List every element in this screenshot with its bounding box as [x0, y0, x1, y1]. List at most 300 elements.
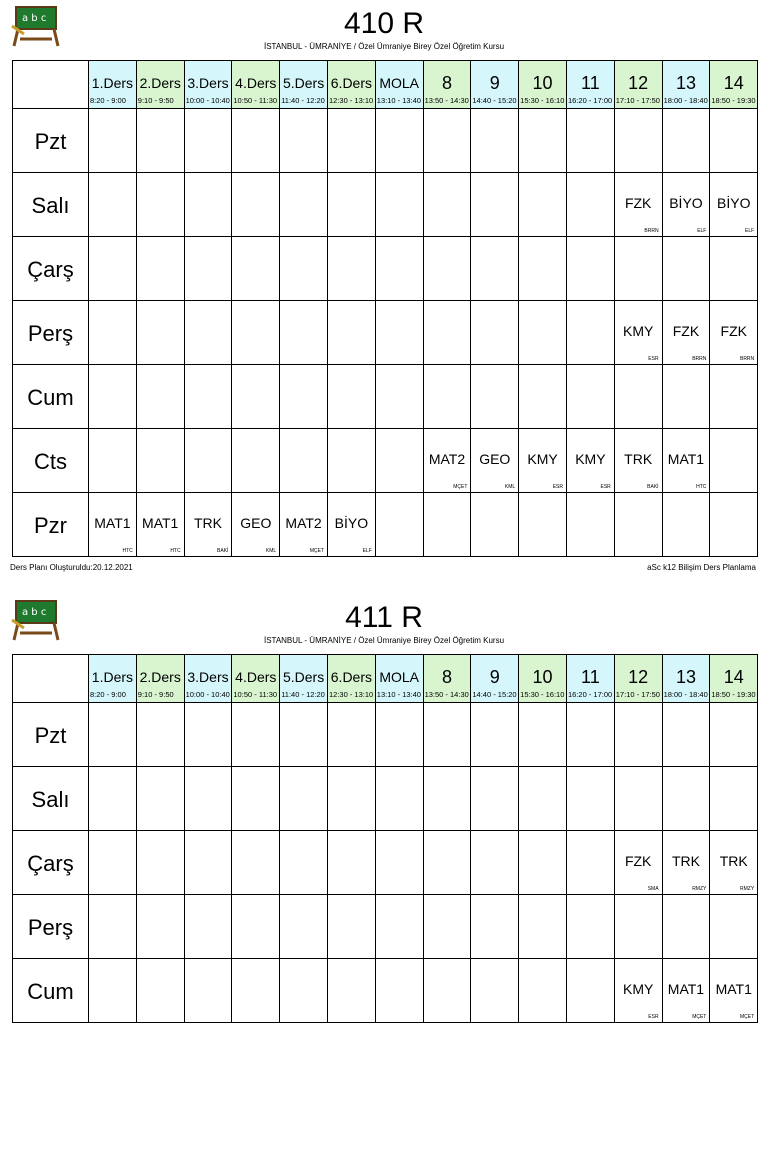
lesson-teacher: KML	[265, 548, 277, 554]
empty-cell	[136, 767, 184, 831]
empty-cell	[184, 429, 232, 493]
period-time: 11:40 - 12:20	[281, 690, 325, 699]
empty-cell	[136, 703, 184, 767]
period-header	[184, 655, 232, 703]
empty-cell	[232, 365, 280, 429]
lesson-cell	[662, 429, 710, 493]
period-name: 14	[723, 73, 744, 93]
empty-cell	[184, 301, 232, 365]
timetable-grid	[12, 654, 758, 1023]
period-name: 3.Ders	[187, 75, 229, 91]
empty-cell	[136, 895, 184, 959]
empty-cell	[471, 493, 519, 557]
period-name: 10	[532, 73, 553, 93]
day-label-cell	[13, 109, 89, 173]
lesson-cell	[710, 959, 758, 1023]
period-header	[89, 655, 137, 703]
empty-cell	[232, 703, 280, 767]
period-name: 13	[675, 73, 696, 93]
lesson-teacher: SMA	[647, 886, 659, 892]
day-row	[13, 895, 758, 959]
empty-cell	[375, 301, 423, 365]
empty-cell	[327, 237, 375, 301]
day-row	[13, 767, 758, 831]
period-time: 13:50 - 14:30	[424, 690, 469, 699]
empty-cell	[184, 703, 232, 767]
empty-cell	[710, 237, 758, 301]
period-time: 18:00 - 18:40	[663, 690, 708, 699]
period-header	[423, 655, 471, 703]
timetable-grid	[12, 60, 758, 557]
period-time: 18:50 - 19:30	[711, 690, 756, 699]
empty-cell	[519, 831, 567, 895]
empty-cell	[280, 959, 328, 1023]
lesson-cell	[136, 493, 184, 557]
period-name: MOLA	[379, 669, 420, 685]
lesson-cell	[232, 493, 280, 557]
empty-cell	[471, 831, 519, 895]
period-name: 12	[628, 73, 649, 93]
lesson-teacher: BRRN	[692, 356, 707, 362]
period-header	[375, 61, 423, 109]
empty-cell	[710, 767, 758, 831]
period-time: 16:20 - 17:00	[567, 96, 613, 105]
period-name: MOLA	[379, 75, 420, 91]
lesson-cell	[89, 493, 137, 557]
period-header	[423, 61, 471, 109]
empty-cell	[566, 237, 614, 301]
empty-cell	[89, 895, 137, 959]
empty-cell	[375, 173, 423, 237]
empty-cell	[375, 767, 423, 831]
lesson-cell	[614, 831, 662, 895]
day-label: Perş	[27, 321, 74, 346]
empty-cell	[471, 109, 519, 173]
period-header	[327, 61, 375, 109]
lesson-subject: FZK	[720, 323, 747, 339]
lesson-subject: MAT1	[142, 515, 179, 531]
lesson-teacher: ESR	[600, 484, 611, 490]
period-name: 2.Ders	[139, 75, 181, 91]
lesson-teacher: KML	[504, 484, 516, 490]
empty-cell	[89, 365, 137, 429]
empty-cell	[519, 767, 567, 831]
period-time: 17:10 - 17:50	[615, 96, 660, 105]
lesson-cell	[614, 429, 662, 493]
lesson-teacher: ESR	[648, 356, 659, 362]
lesson-cell	[662, 173, 710, 237]
period-header	[136, 655, 184, 703]
empty-cell	[375, 493, 423, 557]
empty-cell	[566, 109, 614, 173]
period-name: 13	[675, 667, 696, 687]
lesson-teacher: MÇET	[453, 484, 468, 490]
empty-cell	[662, 493, 710, 557]
empty-cell	[327, 831, 375, 895]
empty-cell	[327, 959, 375, 1023]
period-name: 5.Ders	[282, 75, 325, 91]
empty-cell	[375, 365, 423, 429]
lesson-teacher: RMZY	[692, 886, 707, 892]
lesson-subject: TRK	[193, 515, 222, 531]
day-label-cell	[13, 365, 89, 429]
period-time: 14:40 - 15:20	[472, 690, 517, 699]
period-header	[232, 61, 280, 109]
day-label-cell	[13, 831, 89, 895]
lesson-subject: FZK	[672, 323, 700, 339]
day-label: Cum	[27, 385, 74, 410]
period-header	[566, 61, 614, 109]
lesson-cell	[710, 831, 758, 895]
day-row	[13, 173, 758, 237]
day-row	[13, 109, 758, 173]
lesson-cell	[423, 429, 471, 493]
lesson-cell	[280, 493, 328, 557]
empty-cell	[710, 895, 758, 959]
day-row	[13, 703, 758, 767]
lesson-cell	[662, 831, 710, 895]
empty-cell	[89, 173, 137, 237]
day-label: Pzt	[34, 723, 67, 748]
lesson-teacher: HTC	[122, 548, 133, 554]
period-time: 10:50 - 11:30	[233, 690, 278, 699]
period-name: 3.Ders	[187, 669, 229, 685]
empty-cell	[280, 895, 328, 959]
empty-cell	[519, 703, 567, 767]
period-header	[471, 61, 519, 109]
empty-cell	[519, 365, 567, 429]
period-time: 13:50 - 14:30	[424, 96, 469, 105]
empty-cell	[471, 301, 519, 365]
empty-cell	[566, 301, 614, 365]
lesson-subject: KMY	[527, 451, 558, 467]
day-label: Pzr	[34, 513, 67, 538]
day-row	[13, 237, 758, 301]
day-label: Perş	[27, 915, 74, 940]
empty-cell	[614, 365, 662, 429]
empty-cell	[184, 767, 232, 831]
empty-cell	[136, 959, 184, 1023]
empty-cell	[375, 703, 423, 767]
timetable-sheet	[0, 594, 768, 1174]
day-label-cell	[13, 173, 89, 237]
lesson-cell	[614, 959, 662, 1023]
empty-cell	[566, 959, 614, 1023]
empty-cell	[327, 109, 375, 173]
empty-cell	[423, 703, 471, 767]
empty-cell	[566, 703, 614, 767]
day-label-cell	[13, 301, 89, 365]
empty-cell	[184, 237, 232, 301]
period-name: 4.Ders	[235, 75, 277, 91]
lesson-teacher: RMZY	[739, 886, 755, 892]
day-row	[13, 493, 758, 557]
lesson-subject: MAT1	[667, 981, 705, 997]
empty-cell	[89, 109, 137, 173]
empty-cell	[519, 173, 567, 237]
empty-cell	[710, 365, 758, 429]
lesson-cell	[662, 959, 710, 1023]
period-name: 5.Ders	[282, 669, 325, 685]
empty-cell	[280, 703, 328, 767]
empty-cell	[519, 895, 567, 959]
lesson-cell	[614, 301, 662, 365]
lesson-subject: MAT1	[667, 451, 705, 467]
period-header	[136, 61, 184, 109]
empty-cell	[327, 703, 375, 767]
lesson-teacher: ESR	[552, 484, 563, 490]
day-label-cell	[13, 959, 89, 1023]
period-time: 10:00 - 10:40	[185, 96, 230, 105]
empty-cell	[423, 173, 471, 237]
lesson-teacher: BRRN	[644, 228, 659, 234]
empty-cell	[423, 365, 471, 429]
lesson-subject: MAT2	[285, 515, 322, 531]
empty-cell	[280, 831, 328, 895]
lesson-subject: TRK	[719, 853, 748, 869]
lesson-teacher: BRRN	[739, 356, 755, 362]
day-label: Salı	[31, 787, 70, 812]
period-header	[614, 655, 662, 703]
period-name: 1.Ders	[91, 669, 134, 685]
header-row	[13, 61, 758, 109]
empty-cell	[136, 831, 184, 895]
period-header	[89, 61, 137, 109]
period-name: 6.Ders	[330, 75, 372, 91]
empty-cell	[662, 895, 710, 959]
day-label: Cts	[34, 449, 67, 474]
period-name: 4.Ders	[235, 669, 277, 685]
empty-cell	[662, 767, 710, 831]
empty-cell	[566, 767, 614, 831]
lesson-cell	[566, 429, 614, 493]
empty-cell	[471, 237, 519, 301]
lesson-cell	[710, 173, 758, 237]
period-time: 15:30 - 16:10	[520, 690, 565, 699]
day-row	[13, 365, 758, 429]
empty-cell	[423, 959, 471, 1023]
footer-created-date: Ders Planı Oluşturuldu:20.12.2021	[10, 563, 133, 572]
empty-cell	[136, 109, 184, 173]
empty-cell	[566, 831, 614, 895]
period-header	[566, 655, 614, 703]
day-label: Cum	[27, 979, 74, 1004]
empty-cell	[327, 767, 375, 831]
empty-cell	[710, 703, 758, 767]
empty-cell	[232, 301, 280, 365]
period-name: 11	[581, 73, 600, 93]
empty-cell	[519, 237, 567, 301]
empty-cell	[614, 703, 662, 767]
lesson-subject: KMY	[575, 451, 606, 467]
school-subtitle: İSTANBUL - ÜMRANİYE / Özel Ümraniye Birey Özel Öğretim Kursu	[263, 42, 505, 51]
lesson-subject: MAT1	[94, 515, 131, 531]
footer-software-credit: aSc k12 Bilişim Ders Planlama	[647, 563, 756, 572]
lesson-subject: GEO	[479, 451, 511, 467]
day-label-cell	[13, 237, 89, 301]
empty-cell	[232, 767, 280, 831]
empty-cell	[662, 237, 710, 301]
day-row	[13, 959, 758, 1023]
corner-cell	[13, 655, 89, 703]
empty-cell	[614, 493, 662, 557]
empty-cell	[471, 365, 519, 429]
lesson-cell	[184, 493, 232, 557]
class-title: 410 R	[343, 7, 425, 40]
empty-cell	[89, 703, 137, 767]
lesson-subject: GEO	[240, 515, 272, 531]
empty-cell	[89, 429, 137, 493]
header-row	[13, 655, 758, 703]
period-name: 10	[532, 667, 553, 687]
lesson-subject: TRK	[671, 853, 700, 869]
period-name: 2.Ders	[139, 669, 181, 685]
empty-cell	[89, 237, 137, 301]
empty-cell	[184, 831, 232, 895]
period-time: 10:00 - 10:40	[185, 690, 230, 699]
empty-cell	[89, 301, 137, 365]
period-time: 9:10 - 9:50	[137, 96, 174, 105]
period-time: 18:50 - 19:30	[711, 96, 756, 105]
period-time: 15:30 - 16:10	[520, 96, 565, 105]
empty-cell	[232, 429, 280, 493]
empty-cell	[471, 895, 519, 959]
empty-cell	[375, 831, 423, 895]
empty-cell	[280, 109, 328, 173]
day-label: Salı	[31, 193, 70, 218]
svg-text:a b c: a b c	[22, 13, 47, 24]
empty-cell	[423, 301, 471, 365]
lesson-teacher: BAKİ	[647, 484, 659, 490]
lesson-subject: MAT1	[715, 981, 752, 997]
day-label-cell	[13, 895, 89, 959]
lesson-cell	[662, 301, 710, 365]
empty-cell	[519, 301, 567, 365]
empty-cell	[519, 959, 567, 1023]
empty-cell	[566, 493, 614, 557]
day-row	[13, 429, 758, 493]
lesson-cell	[614, 173, 662, 237]
empty-cell	[662, 365, 710, 429]
empty-cell	[232, 109, 280, 173]
period-name: 1.Ders	[91, 75, 134, 91]
empty-cell	[184, 895, 232, 959]
period-name: 8	[441, 667, 452, 687]
period-time: 13:10 - 13:40	[376, 690, 421, 699]
empty-cell	[423, 237, 471, 301]
empty-cell	[423, 831, 471, 895]
empty-cell	[327, 429, 375, 493]
empty-cell	[327, 895, 375, 959]
period-time: 8:20 - 9:00	[90, 96, 126, 105]
empty-cell	[184, 109, 232, 173]
lesson-subject: BİYO	[717, 195, 751, 211]
timetable-sheet	[0, 0, 768, 580]
lesson-subject: BİYO	[669, 195, 703, 211]
empty-cell	[280, 767, 328, 831]
lesson-teacher: MÇET	[692, 1014, 707, 1020]
empty-cell	[614, 109, 662, 173]
period-header	[614, 61, 662, 109]
empty-cell	[184, 365, 232, 429]
period-time: 9:10 - 9:50	[137, 690, 174, 699]
empty-cell	[184, 959, 232, 1023]
lesson-teacher: MÇET	[739, 1014, 755, 1020]
empty-cell	[614, 767, 662, 831]
empty-cell	[280, 365, 328, 429]
empty-cell	[375, 429, 423, 493]
empty-cell	[566, 173, 614, 237]
empty-cell	[327, 365, 375, 429]
day-row	[13, 831, 758, 895]
empty-cell	[232, 895, 280, 959]
period-header	[280, 61, 328, 109]
empty-cell	[280, 237, 328, 301]
empty-cell	[89, 831, 137, 895]
empty-cell	[232, 831, 280, 895]
svg-text:a b c: a b c	[22, 607, 47, 618]
period-header	[184, 61, 232, 109]
empty-cell	[423, 895, 471, 959]
empty-cell	[232, 237, 280, 301]
empty-cell	[614, 895, 662, 959]
lesson-cell	[519, 429, 567, 493]
period-name: 9	[489, 73, 500, 93]
empty-cell	[519, 493, 567, 557]
day-row	[13, 301, 758, 365]
empty-cell	[280, 301, 328, 365]
lesson-teacher: HTC	[170, 548, 181, 554]
empty-cell	[375, 895, 423, 959]
empty-cell	[232, 959, 280, 1023]
empty-cell	[471, 703, 519, 767]
empty-cell	[471, 959, 519, 1023]
day-label-cell	[13, 429, 89, 493]
period-time: 10:50 - 11:30	[233, 96, 278, 105]
empty-cell	[710, 429, 758, 493]
empty-cell	[662, 703, 710, 767]
empty-cell	[423, 109, 471, 173]
period-time: 18:00 - 18:40	[663, 96, 708, 105]
lesson-subject: MAT2	[428, 451, 466, 467]
period-header	[662, 655, 710, 703]
empty-cell	[89, 959, 137, 1023]
lesson-cell	[471, 429, 519, 493]
lesson-teacher: BAKİ	[216, 548, 229, 554]
empty-cell	[471, 767, 519, 831]
empty-cell	[280, 173, 328, 237]
period-time: 16:20 - 17:00	[567, 690, 613, 699]
period-name: 12	[628, 667, 649, 687]
day-label-cell	[13, 703, 89, 767]
lesson-subject: KMY	[622, 323, 654, 339]
period-time: 17:10 - 17:50	[615, 690, 660, 699]
period-name: 8	[441, 73, 452, 93]
day-label-cell	[13, 767, 89, 831]
period-header	[471, 655, 519, 703]
empty-cell	[519, 109, 567, 173]
empty-cell	[280, 429, 328, 493]
empty-cell	[710, 493, 758, 557]
lesson-subject: FZK	[624, 853, 652, 869]
period-time: 13:10 - 13:40	[376, 96, 421, 105]
day-label: Pzt	[34, 129, 67, 154]
empty-cell	[136, 301, 184, 365]
period-header	[519, 61, 567, 109]
period-time: 11:40 - 12:20	[281, 96, 325, 105]
lesson-teacher: MÇET	[309, 548, 324, 554]
period-name: 9	[489, 667, 500, 687]
